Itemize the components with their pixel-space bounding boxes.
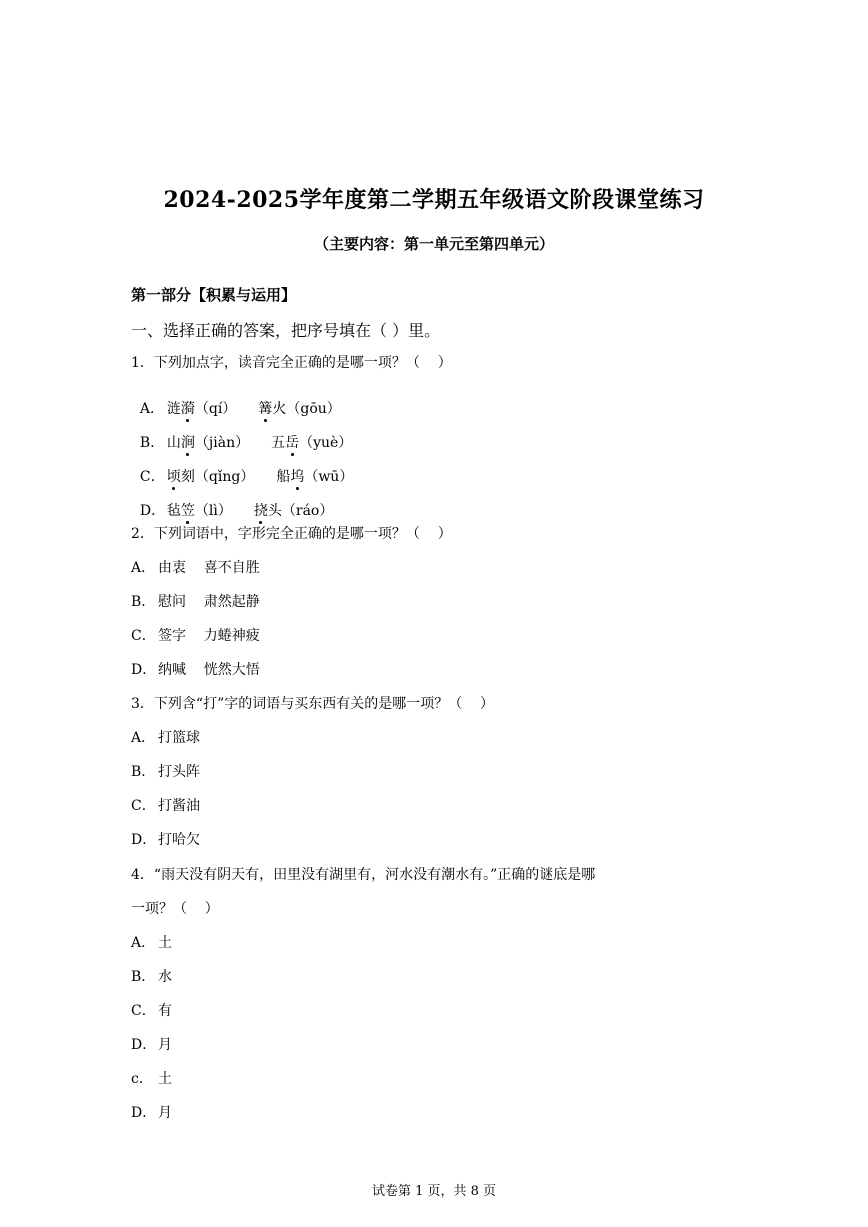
q3-option-d (131, 829, 200, 849)
option-text: 纳喊 恍然大悟 (158, 662, 260, 678)
option-label: A． (139, 401, 165, 417)
option-text: 打哈欠 (158, 832, 200, 848)
pinyin-2: （wū） (304, 469, 354, 485)
q4-option-d-repeat (131, 1102, 172, 1122)
option-label: B． (131, 594, 156, 610)
option-text: 由衷 喜不自胜 (158, 560, 260, 576)
option-text: 水 (158, 969, 172, 985)
pinyin-1: （jiàn） (194, 435, 250, 451)
pinyin-1: （qǐng） (194, 469, 255, 485)
word-2: 挠头 (254, 503, 282, 519)
page-footer: 试卷第 1 页，共 8 页 (371, 1184, 497, 1199)
q2-option-c (131, 625, 260, 645)
q3-option-a (131, 727, 200, 747)
page-subtitle: （主要内容：第一单元至第四单元） (313, 235, 554, 253)
question-3-stem: 3．下列含“打”字的词语与买东西有关的是哪一项？（ ） (131, 696, 495, 712)
option-label: D． (131, 1105, 157, 1121)
q1-option-a (131, 382, 341, 418)
q2-option-a (131, 557, 260, 577)
q1-option-b (131, 416, 352, 452)
part-heading: 第一部分【积累与运用】 (131, 286, 297, 304)
option-text: 签字 力蜷神疲 (158, 628, 260, 644)
option-label: C． (131, 1003, 156, 1019)
word-1: 顷刻 (167, 469, 195, 485)
q1-option-d (131, 484, 333, 520)
option-label: B． (131, 969, 156, 985)
q4-option-d (131, 1034, 172, 1054)
option-text: 月 (158, 1105, 172, 1121)
q4-option-b (131, 966, 172, 986)
question-4-stem-cont: 一项？（ ） (131, 901, 219, 917)
option-label: C． (139, 469, 165, 485)
q3-option-c (131, 795, 200, 815)
pinyin-2: （yuè） (299, 435, 353, 451)
question-4-stem: 4．“雨天没有阴天有，田里没有湖里有，河水没有潮水有。”正确的谜底是哪 (131, 867, 596, 883)
option-text: 打头阵 (158, 764, 200, 780)
option-text: 打篮球 (158, 730, 200, 746)
q4-option-c (131, 1000, 172, 1020)
pinyin-1: （lì） (194, 503, 232, 519)
question-2-stem: 2．下列词语中，字形完全正确的是哪一项？（ ） (131, 526, 452, 542)
option-label: c． (131, 1071, 153, 1087)
option-text: 有 (158, 1003, 172, 1019)
page-title: 2024-2025学年度第二学期五年级语文阶段课堂练习 (163, 187, 705, 213)
option-text: 慰问 肃然起静 (158, 594, 260, 610)
word-2: 篝火 (258, 401, 286, 417)
option-text: 月 (158, 1037, 172, 1053)
pinyin-2: （gōu） (286, 401, 341, 417)
option-label: D． (131, 1037, 157, 1053)
option-label: A． (131, 560, 156, 576)
option-label: A． (131, 730, 156, 746)
pinyin-1: （qí） (194, 401, 237, 417)
option-text: 土 (158, 1071, 172, 1087)
word-1: 毡笠 (167, 503, 195, 519)
option-label: B． (139, 435, 165, 451)
option-text: 土 (158, 935, 172, 951)
pinyin-2: （ráo） (281, 503, 334, 519)
option-label: D． (131, 662, 157, 678)
option-label: A． (131, 935, 156, 951)
option-label: B． (131, 764, 156, 780)
q4-option-a (131, 932, 172, 952)
word-2: 五岳 (271, 435, 299, 451)
q4-option-c-repeat (131, 1068, 172, 1088)
q2-option-b (131, 591, 260, 611)
q2-option-d (131, 659, 260, 679)
word-1: 山涧 (167, 435, 195, 451)
word-1: 涟漪 (167, 401, 195, 417)
option-label: C． (131, 798, 156, 814)
section-heading: 一、选择正确的答案，把序号填在（ ）里。 (131, 321, 441, 340)
q1-option-c (131, 450, 353, 486)
option-text: 打酱油 (158, 798, 200, 814)
option-label: D． (139, 503, 166, 519)
question-1-stem: 1．下列加点字，读音完全正确的是哪一项？（ ） (131, 355, 452, 371)
option-label: D． (131, 832, 157, 848)
q3-option-b (131, 761, 200, 781)
option-label: C． (131, 628, 156, 644)
word-2: 船坞 (276, 469, 304, 485)
